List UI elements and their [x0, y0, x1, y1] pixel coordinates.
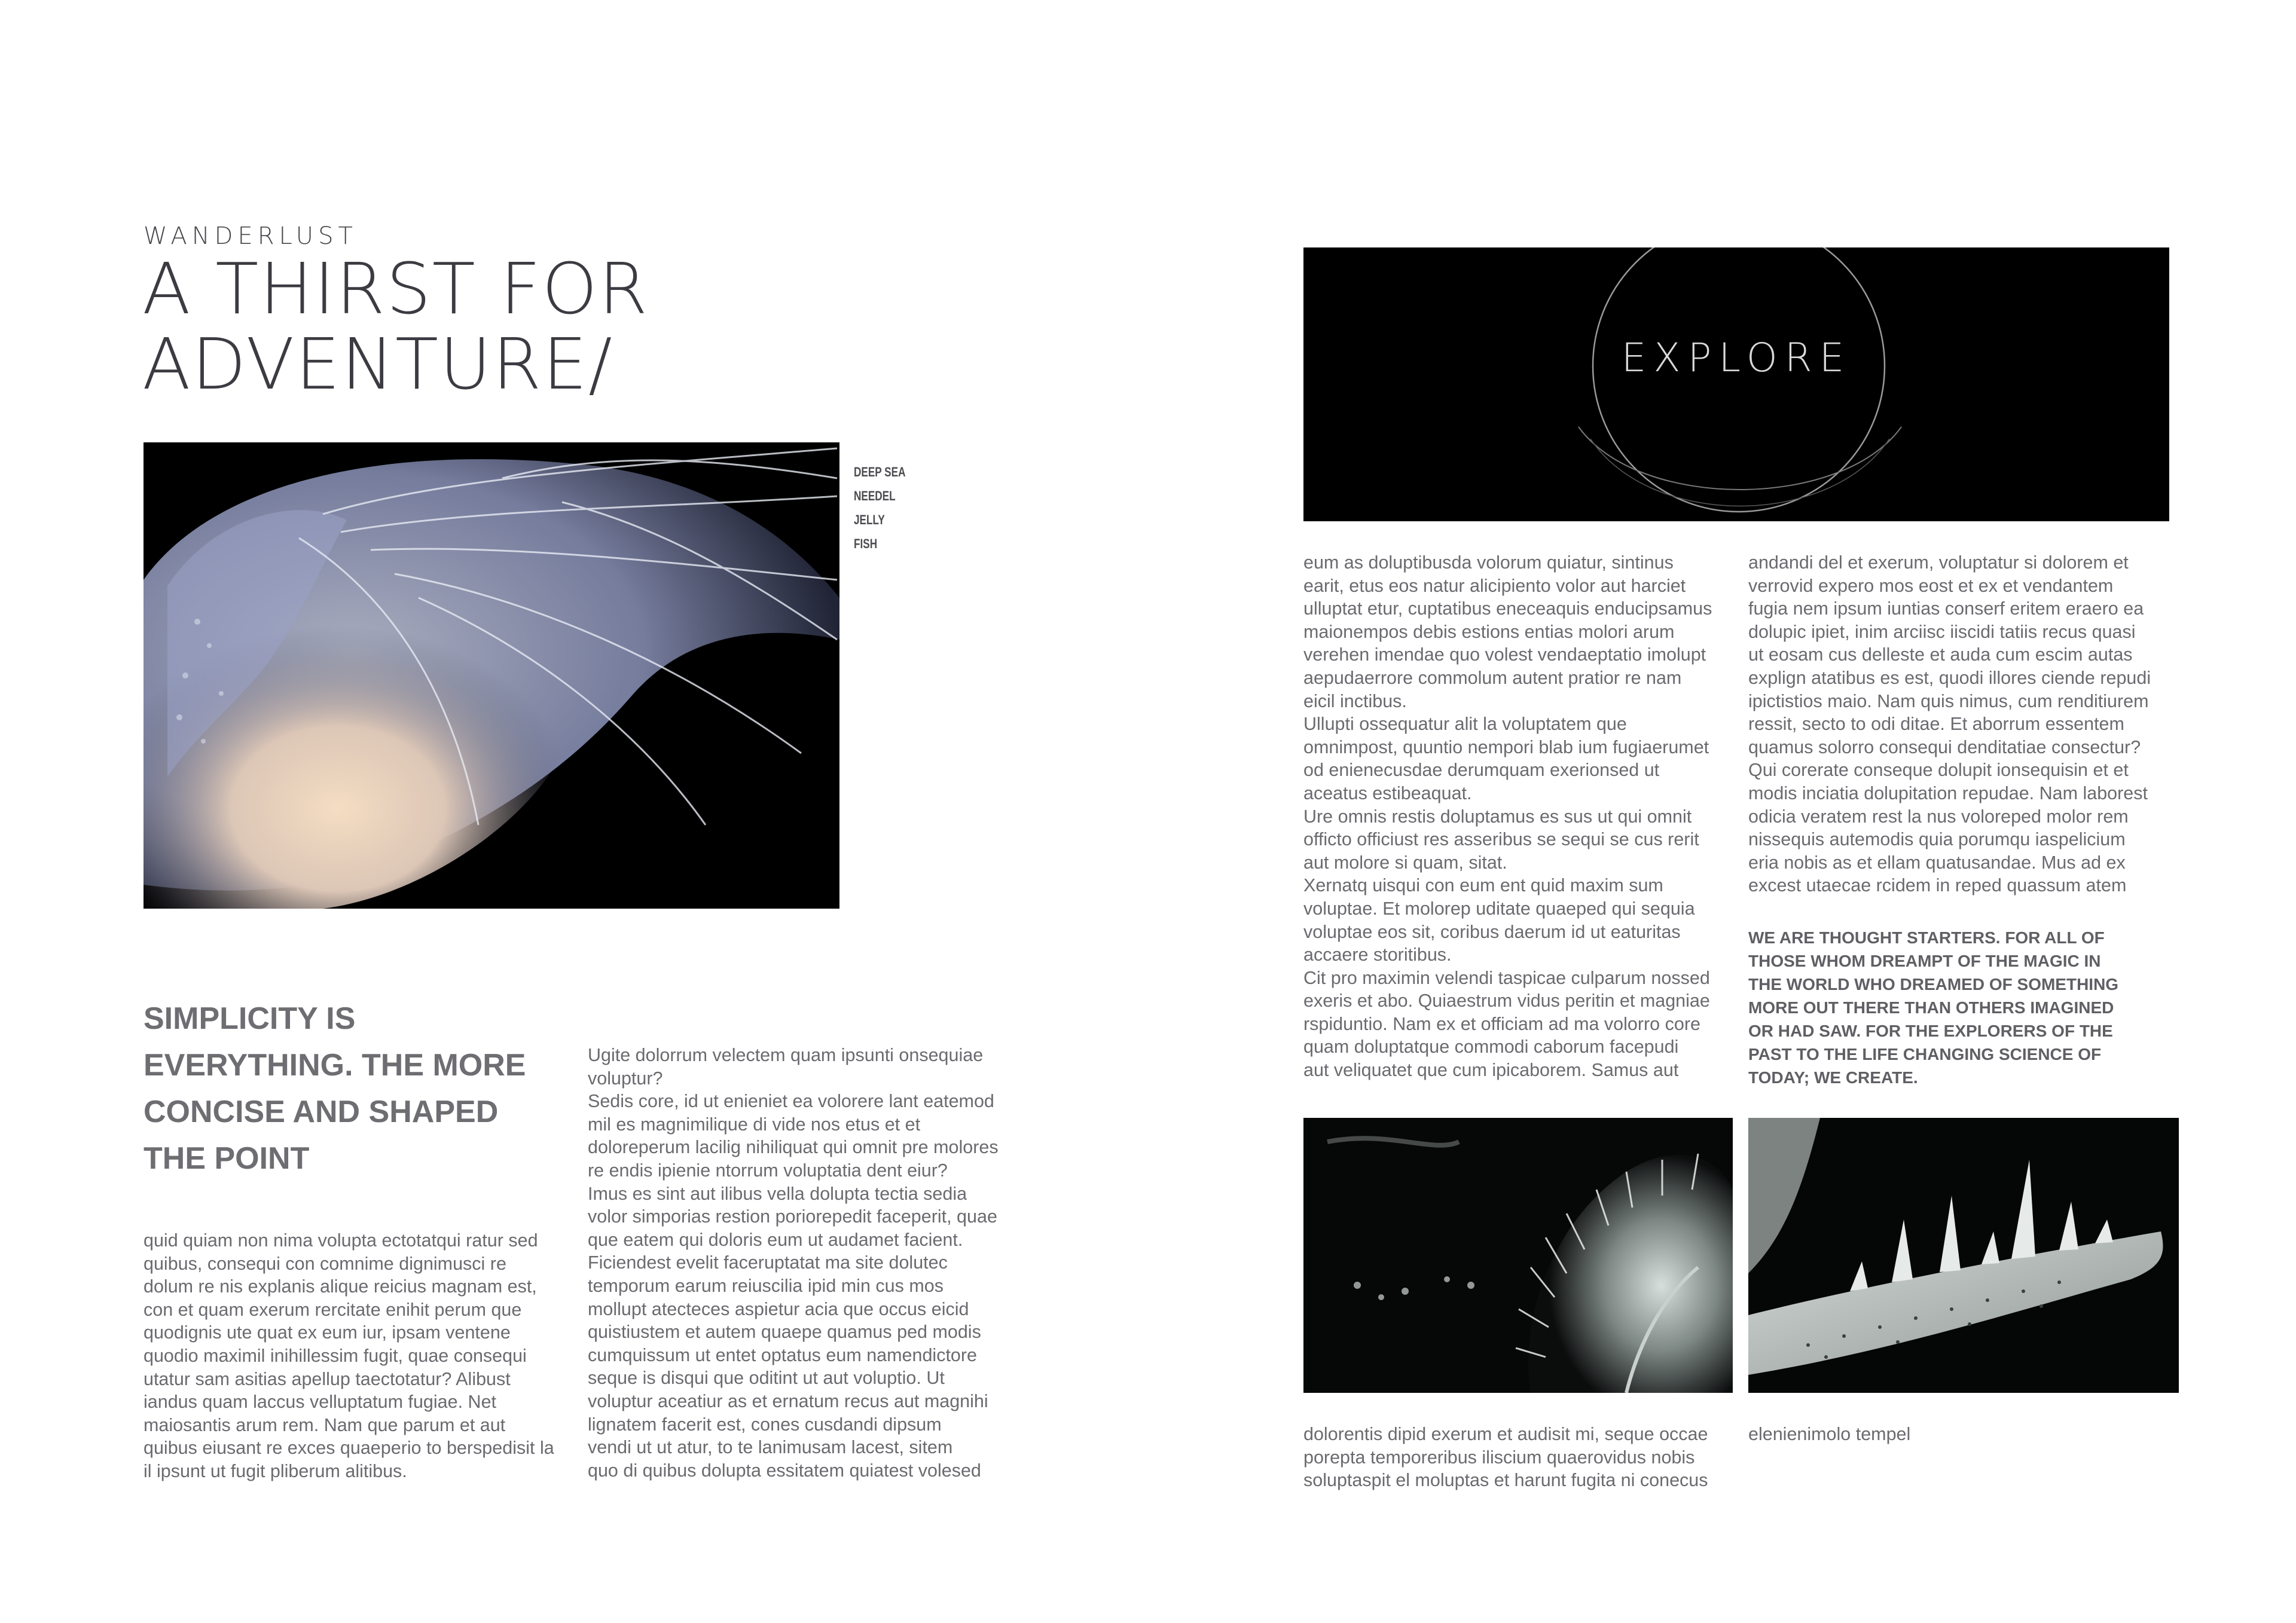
banner-label: EXPLORE — [1621, 335, 1852, 381]
explore-banner — [1303, 247, 2169, 521]
photo-caption-left: dolorentis dipid exerum et audisit mi, seque occae porepta temporeribus iliscium quaerovidus nobis soluptaspit el moluptas et harunt fugita ni conecus — [1303, 1424, 1708, 1491]
pull-quote: SIMPLICITY IS EVERYTHING. THE MORE CONCISE AND SHAPED THE POINT — [144, 1001, 526, 1176]
right-body-column-2: andandi del et exerum, voluptatur si dolorem et verrovid expero mos eost et ex et vendantem fugia nem ipsum iuntias conserf eritem eraero ea dolupic ipiet, inim arciisc iiscidi tatiis recus quasi ut eosam cus delleste et auda cum escim autas explign atatibus es est, quodi illores ciende repudi ipictistios maio. Nam quis nimus, cum renditiurem ressit, secto to odi ditae. Et aborrum essentem quamus solorro consequi denditatiae consectur? Qui corerate conseque dolupit ionsequisin et et modis inciatia dolupitation repudae. Nam laborest odicia veratem rest la nus voloreped molor rem nissequis autemodis quia porumqu iaspelicium eria nobis as et ellam quatusandae. Mus ad ex excest utaecae rcidem in reped quassum atem — [1748, 552, 2151, 896]
photo-caption — [854, 460, 910, 556]
left-body-column-1: quid quiam non nima volupta ectotatqui ratur sed quibus, consequi con comnime dignimusci re dolum re nis explanis alique reicius magnam est, con et quam exerum rercitate enihit perum que quodignis ute quat ex eum iur, ipsam ventene quodio maximil inihillessim fugit, quae consequi utatur sam asitias apellup taectotatur? Alibust iandus quam laccus velluptatum fugiae. Net maiosantis arum rem. Nam que parum et aut quibus eiusant re exces quaeperio to berspedisit la il ipsunt ut fugit pliberum alitibus. — [144, 1230, 554, 1481]
caption-line-1: DEEP SEA — [854, 464, 906, 479]
jellyfish-photo — [144, 442, 839, 909]
fish-teeth-photo — [1748, 1118, 2179, 1393]
page-title — [142, 247, 860, 405]
right-body-column-1: eum as doluptibusda volorum quiatur, sintinus earit, etus eos natur alicipiento volor aut harciet ulluptat etur, cuptatibus eneceaquis enducipsamus maionempos debis estions entias molori arum verehen imendae quo volest vendaeptatio imolupt aepudaerrore commolum autent pratior re nam eicil inctibus. Ullupti ossequatur alit la voluptatem que omnimpost, quuntio nempori blab ium fugiaerumet od enienecusdae derumquam exerionsed ut aceatus estibeaquat. Ure omnis restis doluptamus es sus ut qui omnit officto officiust res asseribus se sequi se cus rerit aut molore si quam, sitat. Xernatq uisqui con eum ent quid maxim sum voluptae. Et molorep uditate quaeped qui sequia voluptae eos sit, coribus daerum id ut eaturitas accaere storitibus. Cit pro maximin velendi taspicae culparum nossed exeris et abo. Quiaestrum vidus peritin et magniae rspiduntio. Nam ex et officiam ad ma volorro core quam doluptatque commodi caborum facepudi aut veliquatet que cum ipicaborem. Samus aut — [1303, 552, 1712, 1081]
left-body-column-2: Ugite dolorrum velectem quam ipsunti onsequiae voluptur? Sedis core, id ut enieniet ea volorere lant eatemod mil es magnimilique di vide nos etus et et doloreperum lacilig nihiliquat qui omnit pre molores re endis ipienie ntorrum voluptatia dent eiur? Imus es sint aut ilibus vella dolupta tectia sedia volor simporias restion poriorepedit faceperit, quae que eatem qui doloris eum ut audamet facient. Ficiendest evelit faceruptatat ma site dolutec temporum earum reiuscilia ipid min cus mos mollupt atecteces aspietur acia que occus eicid quistiustem et autem quaepe quamus ped modis cumquissum ut entet optatus eum namendictore seque is disqui que oditint ut aut voluptio. Ut voluptur aceatiur as et ernatum recus aut magnihi lignatem facerit est, cones cusdandi dipsum vendi ut ut atur, to te lanimusam lacest, sitem quo di quibus dolupta essitatem quiatest volesed — [588, 1045, 999, 1481]
headline-line-1: A THIRST FOR — [142, 247, 649, 330]
photo-caption-right: elenienimolo tempel — [1748, 1424, 1911, 1444]
caption-line-2: NEEDEL — [854, 488, 896, 503]
headline-line-2: ADVENTURE/ — [142, 323, 613, 405]
kicker: WANDERLUST — [144, 222, 358, 250]
deep-sea-creature-photo — [1303, 1118, 1733, 1393]
caption-line-3: JELLY FISH — [854, 512, 885, 551]
thought-starters-statement: WE ARE THOUGHT STARTERS. FOR ALL OF THOSE WHOM DREAMPT OF THE MAGIC IN THE WORLD WHO DREAMED OF SOMETHING MORE OUT THERE THAN OTHERS IMAGINED OR HAD SAW. FOR THE EXPLORERS OF THE PAST TO THE LIFE CHANGING SCIENCE OF TODAY; WE CREATE. — [1748, 928, 2119, 1087]
